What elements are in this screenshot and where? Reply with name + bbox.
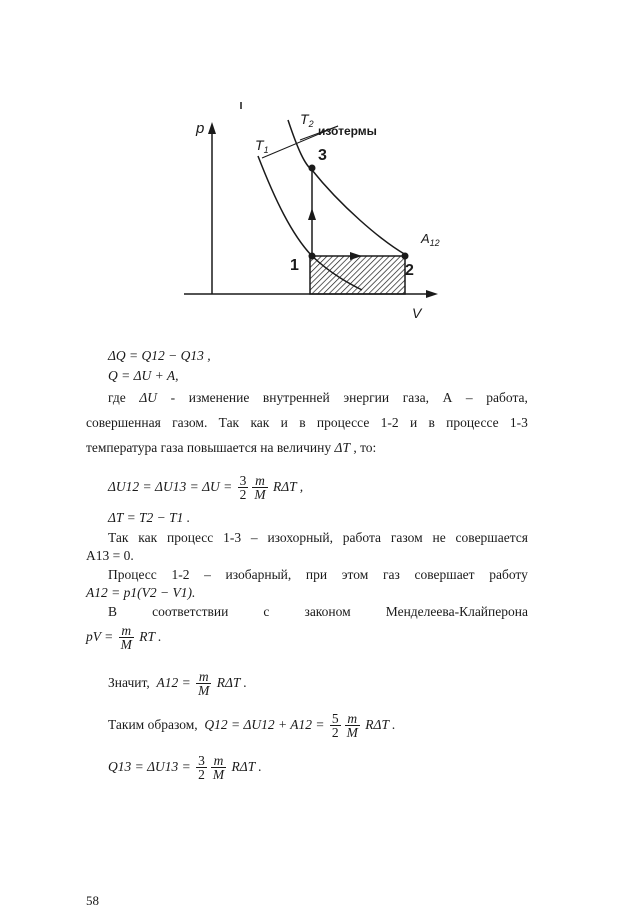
word: газом.: [172, 415, 208, 430]
paragraph-2-line-2: A13 = 0.: [86, 548, 134, 563]
arrow-1-3: [308, 208, 316, 220]
word: изобарный,: [225, 567, 292, 582]
word: при: [305, 567, 328, 582]
point-1-label: 1: [290, 257, 299, 274]
word: газ: [382, 567, 400, 582]
word: 1-3: [223, 530, 242, 545]
word: внутренней: [262, 390, 330, 405]
v-axis-arrow: [426, 290, 438, 298]
word: -: [170, 390, 176, 405]
word: Процесс: [108, 567, 157, 582]
paragraph-4-line-1: [108, 604, 528, 620]
t2-label: $T_2$: [300, 111, 314, 129]
a12-label: $A_{12}$: [421, 231, 440, 248]
t1-label: $T_1$: [255, 137, 269, 155]
paragraph-1-line-2: [86, 415, 528, 431]
word: Менделеева-Клайперона: [385, 604, 528, 619]
word: совершается: [455, 530, 528, 545]
word: и: [409, 415, 418, 430]
word: 1-2: [380, 415, 399, 430]
word: работа: [342, 530, 382, 545]
paragraph-1-line-3: температура газа повышается на величину ΔT , то:: [86, 440, 377, 455]
point-2-label: 2: [405, 262, 414, 279]
word: –: [250, 530, 258, 545]
page-number: 58: [86, 893, 99, 908]
word: законом: [304, 604, 351, 619]
paragraph-2-line-1: [108, 530, 528, 546]
point-2-dot: [402, 253, 409, 260]
equation-delta-q: ΔQ = Q12 − Q13 ,: [108, 348, 211, 363]
word: не: [432, 530, 446, 545]
word: процессе: [446, 415, 499, 430]
word: совершает: [414, 567, 475, 582]
word: где: [108, 390, 126, 405]
equation-work-a12: A12 = p1(V2 − V1).: [86, 585, 196, 600]
equation-first-law: Q = ΔU + A,: [108, 368, 179, 383]
paragraph-3-line-1: [108, 567, 528, 583]
point-1-dot: [309, 253, 316, 260]
word: изохорный,: [267, 530, 333, 545]
word: Так: [218, 415, 240, 430]
word: и: [280, 415, 288, 430]
equation-internal-energy: ΔU12 = ΔU13 = ΔU = $\frac{3}{2}$ $\frac{m}{M}$ RΔT ,: [108, 473, 304, 503]
word: А: [442, 390, 453, 405]
word: работа,: [486, 390, 528, 405]
paragraph-5: Значит, A12 = $\frac{m}{M}$ RΔT .: [108, 669, 247, 699]
word: процессе: [316, 415, 370, 430]
word: –: [204, 567, 211, 582]
word: 1-3: [509, 415, 528, 430]
word: процесс: [167, 530, 214, 545]
axis-p-label: p: [196, 120, 205, 137]
word: газа,: [402, 390, 429, 405]
equation-clapeyron: pV = $\frac{m}{M}$ RT .: [86, 623, 162, 653]
equation-delta-t: ΔT = T2 − T1 .: [108, 510, 191, 525]
word: газом: [390, 530, 423, 545]
equation-q13: Q13 = ΔU13 = $\frac{3}{2}$ $\frac{m}{M}$ RΔT .: [108, 753, 262, 783]
isotherms-label: изотермы: [318, 124, 377, 138]
word: с: [263, 604, 270, 619]
word: как: [138, 530, 158, 545]
word: в: [299, 415, 306, 430]
point-3-label: 3: [318, 147, 327, 164]
word: в: [428, 415, 435, 430]
point-3-dot: [309, 165, 316, 172]
word: энергии: [343, 390, 390, 405]
p-axis-arrow: [208, 122, 216, 134]
word: В: [108, 604, 118, 619]
pv-diagram: [0, 0, 638, 340]
word: как: [250, 415, 270, 430]
word: соответствии: [152, 604, 229, 619]
paragraph-1-line-1: [108, 390, 528, 406]
word: ΔU: [139, 390, 158, 405]
word: Так: [108, 530, 129, 545]
axis-v-label: V: [412, 305, 422, 321]
word: совершенная: [86, 415, 161, 430]
word: 1-2: [171, 567, 190, 582]
paragraph-6: Таким образом, Q12 = ΔU12 + A12 = $\frac{5}{2}$ $\frac{m}{M}$ RΔT .: [108, 711, 396, 741]
isotherm-t2: [288, 120, 406, 255]
word: этом: [341, 567, 369, 582]
word: –: [465, 390, 473, 405]
word: изменение: [188, 390, 250, 405]
word: работу: [489, 567, 528, 582]
